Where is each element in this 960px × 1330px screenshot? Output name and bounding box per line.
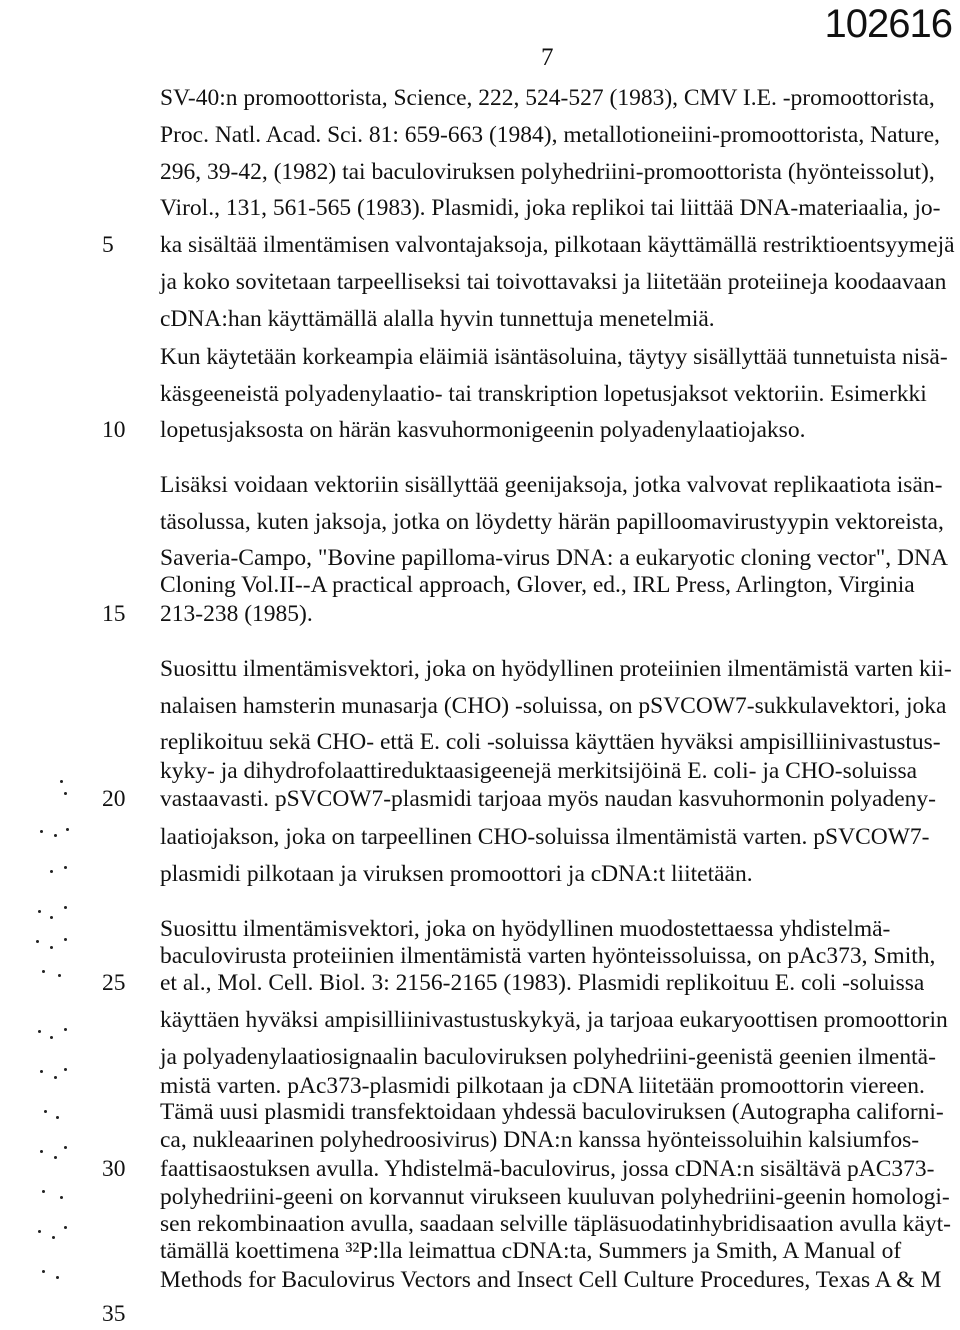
text-line: vastaavasti. pSVCOW7-plasmidi tarjoaa myös naudan kasvuhormonin polyadeny- bbox=[160, 786, 936, 812]
text-line: Tämä uusi plasmidi transfektoidaan yhdessä baculoviruksen (Autographa californi- bbox=[160, 1099, 944, 1125]
line-number-5: 5 bbox=[102, 232, 114, 258]
line-number-15: 15 bbox=[102, 601, 126, 627]
text-line: Kun käytetään korkeampia eläimiä isäntäsoluina, täytyy sisällyttää tunnetuista nisä- bbox=[160, 344, 948, 370]
text-line: Proc. Natl. Acad. Sci. 81: 659-663 (1984), metallotioneiini-promoottorista, Nature, bbox=[160, 122, 940, 148]
text-line: plasmidi pilkotaan ja viruksen promoottori ja cDNA:t liitetään. bbox=[160, 861, 753, 887]
text-line: cDNA:han käyttämällä alalla hyvin tunnettuja menetelmiä. bbox=[160, 306, 715, 332]
text-line: Virol., 131, 561-565 (1983). Plasmidi, joka replikoi tai liittää DNA-materiaalia, jo- bbox=[160, 195, 941, 221]
text-line: sen rekombinaation avulla, saadaan selville täpläsuodatinhybridisaation avulla käyt- bbox=[160, 1211, 951, 1237]
text-line: Lisäksi voidaan vektoriin sisällyttää geenijaksoja, jotka valvovat replikaatiota isän- bbox=[160, 472, 943, 498]
text-line: ca, nukleaarinen polyhedroosivirus) DNA:n kanssa hyönteissoluihin kalsiumfos- bbox=[160, 1127, 920, 1153]
text-line: baculovirusta proteiinien ilmentämistä varten hyönteissoluissa, on pAc373, Smith, bbox=[160, 943, 936, 969]
text-line: Saveria-Campo, "Bovine papilloma-virus DNA: a eukaryotic cloning vector", DNA bbox=[160, 545, 948, 571]
line-number-20: 20 bbox=[102, 786, 126, 812]
text-line: Cloning Vol.II--A practical approach, Glover, ed., IRL Press, Arlington, Virginia bbox=[160, 572, 915, 598]
line-number-10: 10 bbox=[102, 417, 126, 443]
text-line: lopetusjaksosta on härän kasvuhormonigeenin polyadenylaatiojakso. bbox=[160, 417, 806, 443]
text-line: laatiojakson, joka on tarpeellinen CHO-soluissa ilmentämistä varten. pSVCOW7- bbox=[160, 824, 930, 850]
text-line: mistä varten. pAc373-plasmidi pilkotaan ja cDNA liitetään promoottorin viereen. bbox=[160, 1073, 925, 1099]
text-line: ka sisältää ilmentämisen valvontajaksoja, pilkotaan käyttämällä restriktioentsyymejä bbox=[160, 232, 955, 258]
text-line: Suosittu ilmentämisvektori, joka on hyödyllinen proteiinien ilmentämistä varten kii- bbox=[160, 656, 952, 682]
text-line: käyttäen hyväksi ampisilliinivastustuskykyä, ja tarjoaa eukaryoottisen promoottorin bbox=[160, 1007, 948, 1033]
text-line: 296, 39-42, (1982) tai baculoviruksen polyhedriini-promoottorista (hyönteissolut), bbox=[160, 159, 935, 185]
text-line: Methods for Baculovirus Vectors and Insect Cell Culture Procedures, Texas A & M bbox=[160, 1267, 942, 1293]
text-line: ja polyadenylaatiosignaalin baculoviruksen polyhedriini-geenistä geenien ilmentä- bbox=[160, 1044, 936, 1070]
text-line: SV-40:n promoottorista, Science, 222, 524-527 (1983), CMV I.E. -promoottorista, bbox=[160, 85, 935, 111]
text-line: kyky- ja dihydrofolaattireduktaasigeenejä merkitsijöinä E. coli- ja CHO-soluissa bbox=[160, 758, 918, 784]
line-number-35: 35 bbox=[102, 1301, 126, 1327]
margin-scan-marks bbox=[20, 770, 70, 1310]
text-line: täsolussa, kuten jaksoja, jotka on löydetty härän papilloomavirustyypin vektoreista, bbox=[160, 509, 944, 535]
text-line: tämällä koettimena ³²P:lla leimattua cDNA:ta, Summers ja Smith, A Manual of bbox=[160, 1238, 902, 1264]
text-line: nalaisen hamsterin munasarja (CHO) -soluissa, on pSVCOW7-sukkulavektori, joka bbox=[160, 693, 947, 719]
line-number-30: 30 bbox=[102, 1156, 126, 1182]
document-number: 102616 bbox=[824, 2, 952, 46]
text-line: 213-238 (1985). bbox=[160, 601, 313, 627]
page-number: 7 bbox=[541, 44, 554, 71]
text-line: replikoituu sekä CHO- että E. coli -soluissa käyttäen hyväksi ampisilliinivastustus- bbox=[160, 729, 941, 755]
text-line: polyhedriini-geeni on korvannut virukseen kuuluvan polyhedriini-geenin homologi- bbox=[160, 1184, 950, 1210]
text-line: Suosittu ilmentämisvektori, joka on hyödyllinen muodostettaessa yhdistelmä- bbox=[160, 916, 891, 942]
text-line: faattisaostuksen avulla. Yhdistelmä-baculovirus, jossa cDNA:n sisältävä pAC373- bbox=[160, 1156, 935, 1182]
line-number-25: 25 bbox=[102, 970, 126, 996]
text-line: käsgeeneistä polyadenylaatio- tai transkription lopetusjaksot vektoriin. Esimerkki bbox=[160, 381, 927, 407]
text-line: ja koko sovitetaan tarpeelliseksi tai toivottavaksi ja liitetään proteiineja koodaavaan bbox=[160, 269, 947, 295]
text-line: et al., Mol. Cell. Biol. 3: 2156-2165 (1983). Plasmidi replikoituu E. coli -soluissa bbox=[160, 970, 925, 996]
